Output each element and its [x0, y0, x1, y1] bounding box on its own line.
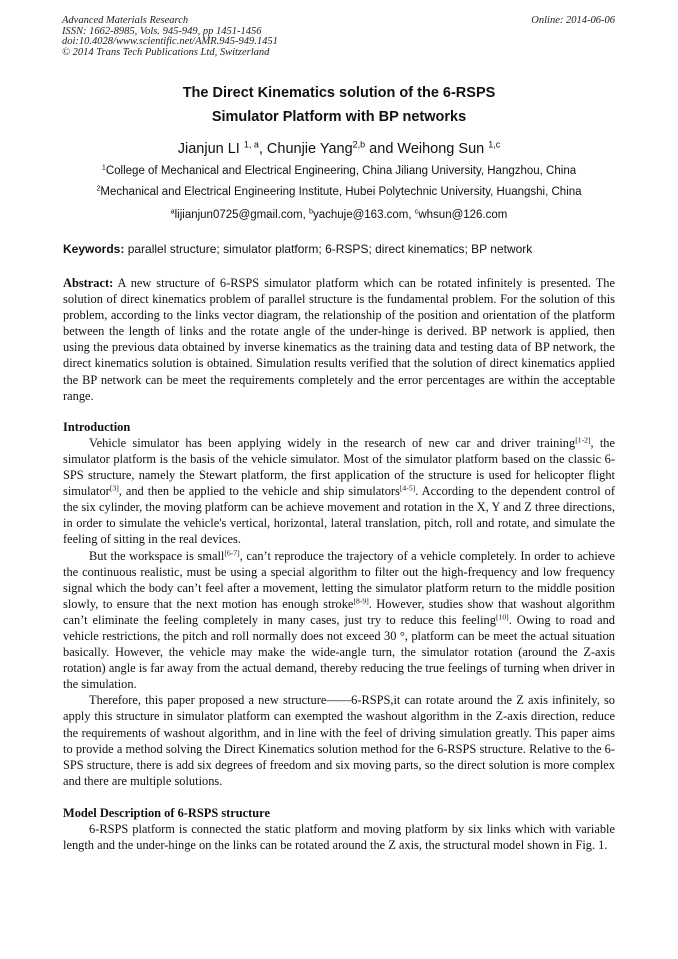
issn-line: ISSN: 1662-8985, Vols. 945-949, pp 1451-1456	[62, 25, 262, 37]
body-text: . According to the dependent control of the six cylinder, the moving platform can be achieve movement and rotation in the X, Y and Z three directions, in order to simulate the vehicle's vertical, horizontal, lateral translation, pitch, roll and rotate, and simulate the feeling of sitting in the real devices.	[63, 484, 615, 547]
citation: [8-9]	[353, 596, 369, 606]
author-name: , Chunjie Yang	[258, 141, 353, 157]
body-text: But the workspace is small	[89, 548, 225, 563]
title-line-1: The Direct Kinematics solution of the 6-RSPS	[182, 85, 496, 101]
email-link[interactable]: whsun@126.com	[418, 209, 508, 221]
title-line-2: Simulator Platform with BP networks	[211, 109, 467, 125]
email-link[interactable]: lijianjun0725@gmail.com,	[174, 209, 309, 221]
citation: [1-2]	[575, 435, 591, 445]
body-text: Vehicle simulator has been applying widely in the research of new car and driver training	[89, 435, 576, 450]
model-paragraph-1: 6-RSPS platform is connected the static platform and moving platform by six links which with variable length and the under-hinge on the links can be rotated around the Z axis, the structural model shown in Fig. 1.	[63, 822, 615, 853]
affiliation-superscript: 2	[96, 184, 101, 193]
abstract-paragraph	[63, 275, 615, 404]
copyright-line: © 2014 Trans Tech Publications Ltd, Switzerland	[62, 46, 270, 58]
keywords-label: Keywords:	[63, 242, 125, 256]
citation: [6-7]	[224, 547, 240, 557]
intro-paragraph-1	[63, 435, 615, 548]
section-heading-introduction: Introduction	[63, 419, 131, 434]
body-text: , can’t reproduce the trajectory of a vehicle completely. In order to achieve the continuous realistic, must be using a special algorithm to filter out the high-frequency and low frequency signal which the body can’t feel after a movement, letting the simulator platform return to the middle position slowly, to ensure that the next motion has enough stroke	[63, 548, 615, 611]
citation: [3]	[109, 483, 119, 493]
paper-body	[63, 275, 615, 853]
abstract-text: A new structure of 6-RSPS simulator platform which can be rotated infinitely is presented. The solution of direct kinematics problem of parallel structure is the fundamental problem. For the solution of this problem, according to the links vector diagram, the relationship of the position and orientation of the platform between the length of links and the rotate angle of the under-hinge is derived. BP network is applied, then using the previous data obtained by inverse kinematics as the training data and testing data of BP network, the direct kinematics solution is obtained. Simulation results verified that the solution of direct kinematics applied the BP network can be meet the requirements completely and the error percentages are within the acceptable range.	[63, 276, 615, 403]
author-list	[0, 139, 678, 159]
author-superscript: 1,c	[488, 139, 501, 150]
section-heading-model: Model Description of 6-RSPS structure	[63, 805, 270, 820]
affiliation-text: College of Mechanical and Electrical Engineering, China Jiliang University, Hangzhou, China	[105, 165, 577, 177]
affiliation-superscript: 1	[101, 163, 106, 172]
author-name: and Weihong Sun	[365, 141, 489, 157]
keywords	[63, 241, 615, 257]
journal-header	[62, 16, 278, 58]
doi-line: doi:10.4028/www.scientific.net/AMR.945-949.1451	[62, 36, 278, 48]
body-text: . However, studies show that washout algorithm can’t eliminate the feeling completely in many cases, just try to reduce this feeling	[63, 596, 615, 627]
intro-paragraph-3: Therefore, this paper proposed a new structure——6-RSPS,it can rotate around the Z axis infinitely, so apply this structure in simulator platform can exempted the washout algorithm in the Z-axis direction, reduce the requirements of washout algorithm, and in line with the feel of driving simulation greatly. This paper aims to provide a method solving the Direct Kinematics solution method for the 6-RSPS structure. Relative to the 6-SPS structure, there is add six degrees of freedom and six moving parts, so the direct solution is more complex and there are multiple solutions.	[63, 693, 615, 788]
body-text: , and then be applied to the vehicle and ship simulators	[118, 484, 400, 499]
author-superscript: 2,b	[352, 139, 366, 150]
citation: [10]	[495, 612, 509, 622]
online-date: Online: 2014-06-06	[531, 15, 615, 26]
abstract-label: Abstract:	[63, 276, 114, 290]
journal-name: Advanced Materials Research	[62, 15, 189, 26]
email-superscript: a	[170, 207, 175, 216]
keywords-text: parallel structure; simulator platform; 6-RSPS; direct kinematics; BP network	[124, 242, 533, 256]
body-text: . Owing to road and vehicle restrictions, the pitch and roll normally does not exceed 30 °, platform can be meet the actual situation basically. However, the vehicle may make the wide-angle turn, the simulator rotation (around the Z-axis rotation) angle is far away from the actual demand, thereby reducing the true feelings of turning when driver in the simulation.	[63, 612, 616, 692]
intro-paragraph-2	[63, 548, 615, 693]
email-superscript: c	[414, 207, 419, 216]
author-superscript: 1, a	[243, 139, 259, 150]
affiliation-2	[0, 184, 678, 200]
body-text: , the simulator platform is the basis of the vehicle simulator. Most of the simulator platform based on the classic 6-SPS structure, namely the Stewart platform, the first application of the structure is used for helicopter flight simulator	[63, 435, 615, 499]
affiliation-1	[0, 163, 678, 179]
author-emails	[0, 207, 678, 223]
affiliation-text: Mechanical and Electrical Engineering Institute, Hubei Polytechnic University, Huangshi, China	[100, 186, 582, 198]
citation: [4-5]	[399, 483, 416, 493]
paper-title	[0, 81, 678, 129]
email-superscript: b	[309, 207, 313, 216]
author-name: Jianjun LI	[177, 141, 244, 157]
email-link[interactable]: yachuje@163.com,	[312, 209, 415, 221]
